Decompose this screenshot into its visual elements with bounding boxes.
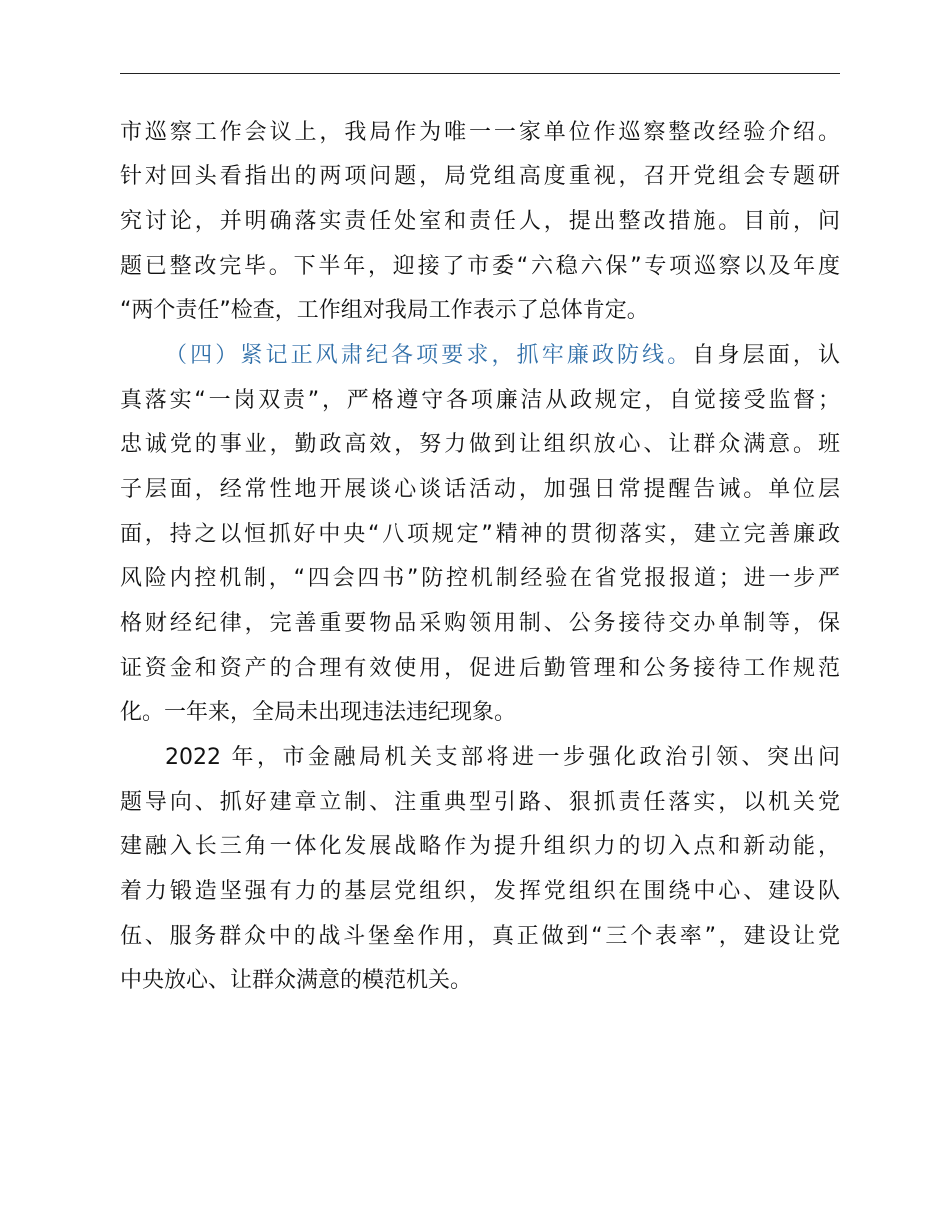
paragraph-text: 自身层面，认 xyxy=(692,343,840,368)
section-heading-line xyxy=(165,341,840,371)
paragraph-line: 题导向、抓好建章立制、注重典型引路、狠抓责任落实，以机关党 xyxy=(120,790,840,815)
paragraph-line: 针对回头看指出的两项问题，局党组高度重视，召开党组会专题研 xyxy=(120,164,840,189)
paragraph-line: 建融入长三角一体化发展战略作为提升组织力的切入点和新动能， xyxy=(120,834,840,859)
paragraph-line: 证资金和资产的合理有效使用，促进后勤管理和公务接待工作规范 xyxy=(120,656,840,681)
paragraph-line: 究讨论，并明确落实责任处室和责任人，提出整改措施。目前，问 xyxy=(120,209,840,234)
paragraph-line: 真落实“一岗双责”，严格遵守各项廉洁从政规定，自觉接受监督； xyxy=(120,388,840,413)
section-heading: （四）紧记正风肃纪各项要求，抓牢廉政防线。 xyxy=(165,343,693,368)
paragraph-line: 市巡察工作会议上，我局作为唯一一家单位作巡察整改经验介绍。 xyxy=(120,120,840,145)
paragraph-line: 化。一年来，全局未出现违法违纪现象。 xyxy=(120,700,517,725)
header-rule xyxy=(120,73,840,74)
paragraph-line: 子层面，经常性地开展谈心谈话活动，加强日常提醒告诫。单位层 xyxy=(120,477,840,502)
paragraph-line: 伍、服务群众中的战斗堡垒作用，真正做到“三个表率”，建设让党 xyxy=(120,924,840,949)
paragraph-line: “两个责任”检查，工作组对我局工作表示了总体肯定。 xyxy=(120,298,649,323)
paragraph-line: 着力锻造坚强有力的基层党组织，发挥党组织在围绕中心、建设队 xyxy=(120,879,840,904)
paragraph-line: 格财经纪律，完善重要物品采购领用制、公务接待交办单制等，保 xyxy=(120,611,840,636)
paragraph-line: 2022 年，市金融局机关支部将进一步强化政治引领、突出问 xyxy=(165,745,840,770)
paragraph-line: 中央放心、让群众满意的模范机关。 xyxy=(120,968,473,993)
paragraph-line: 风险内控机制，“四会四书”防控机制经验在省党报报道；进一步严 xyxy=(120,566,840,591)
paragraph-line: 忠诚党的事业，勤政高效，努力做到让组织放心、让群众满意。班 xyxy=(120,432,840,457)
paragraph-line: 面，持之以恒抓好中央“八项规定”精神的贯彻落实，建立完善廉政 xyxy=(120,522,840,547)
paragraph-line: 题已整改完毕。下半年，迎接了市委“六稳六保”专项巡察以及年度 xyxy=(120,254,840,279)
